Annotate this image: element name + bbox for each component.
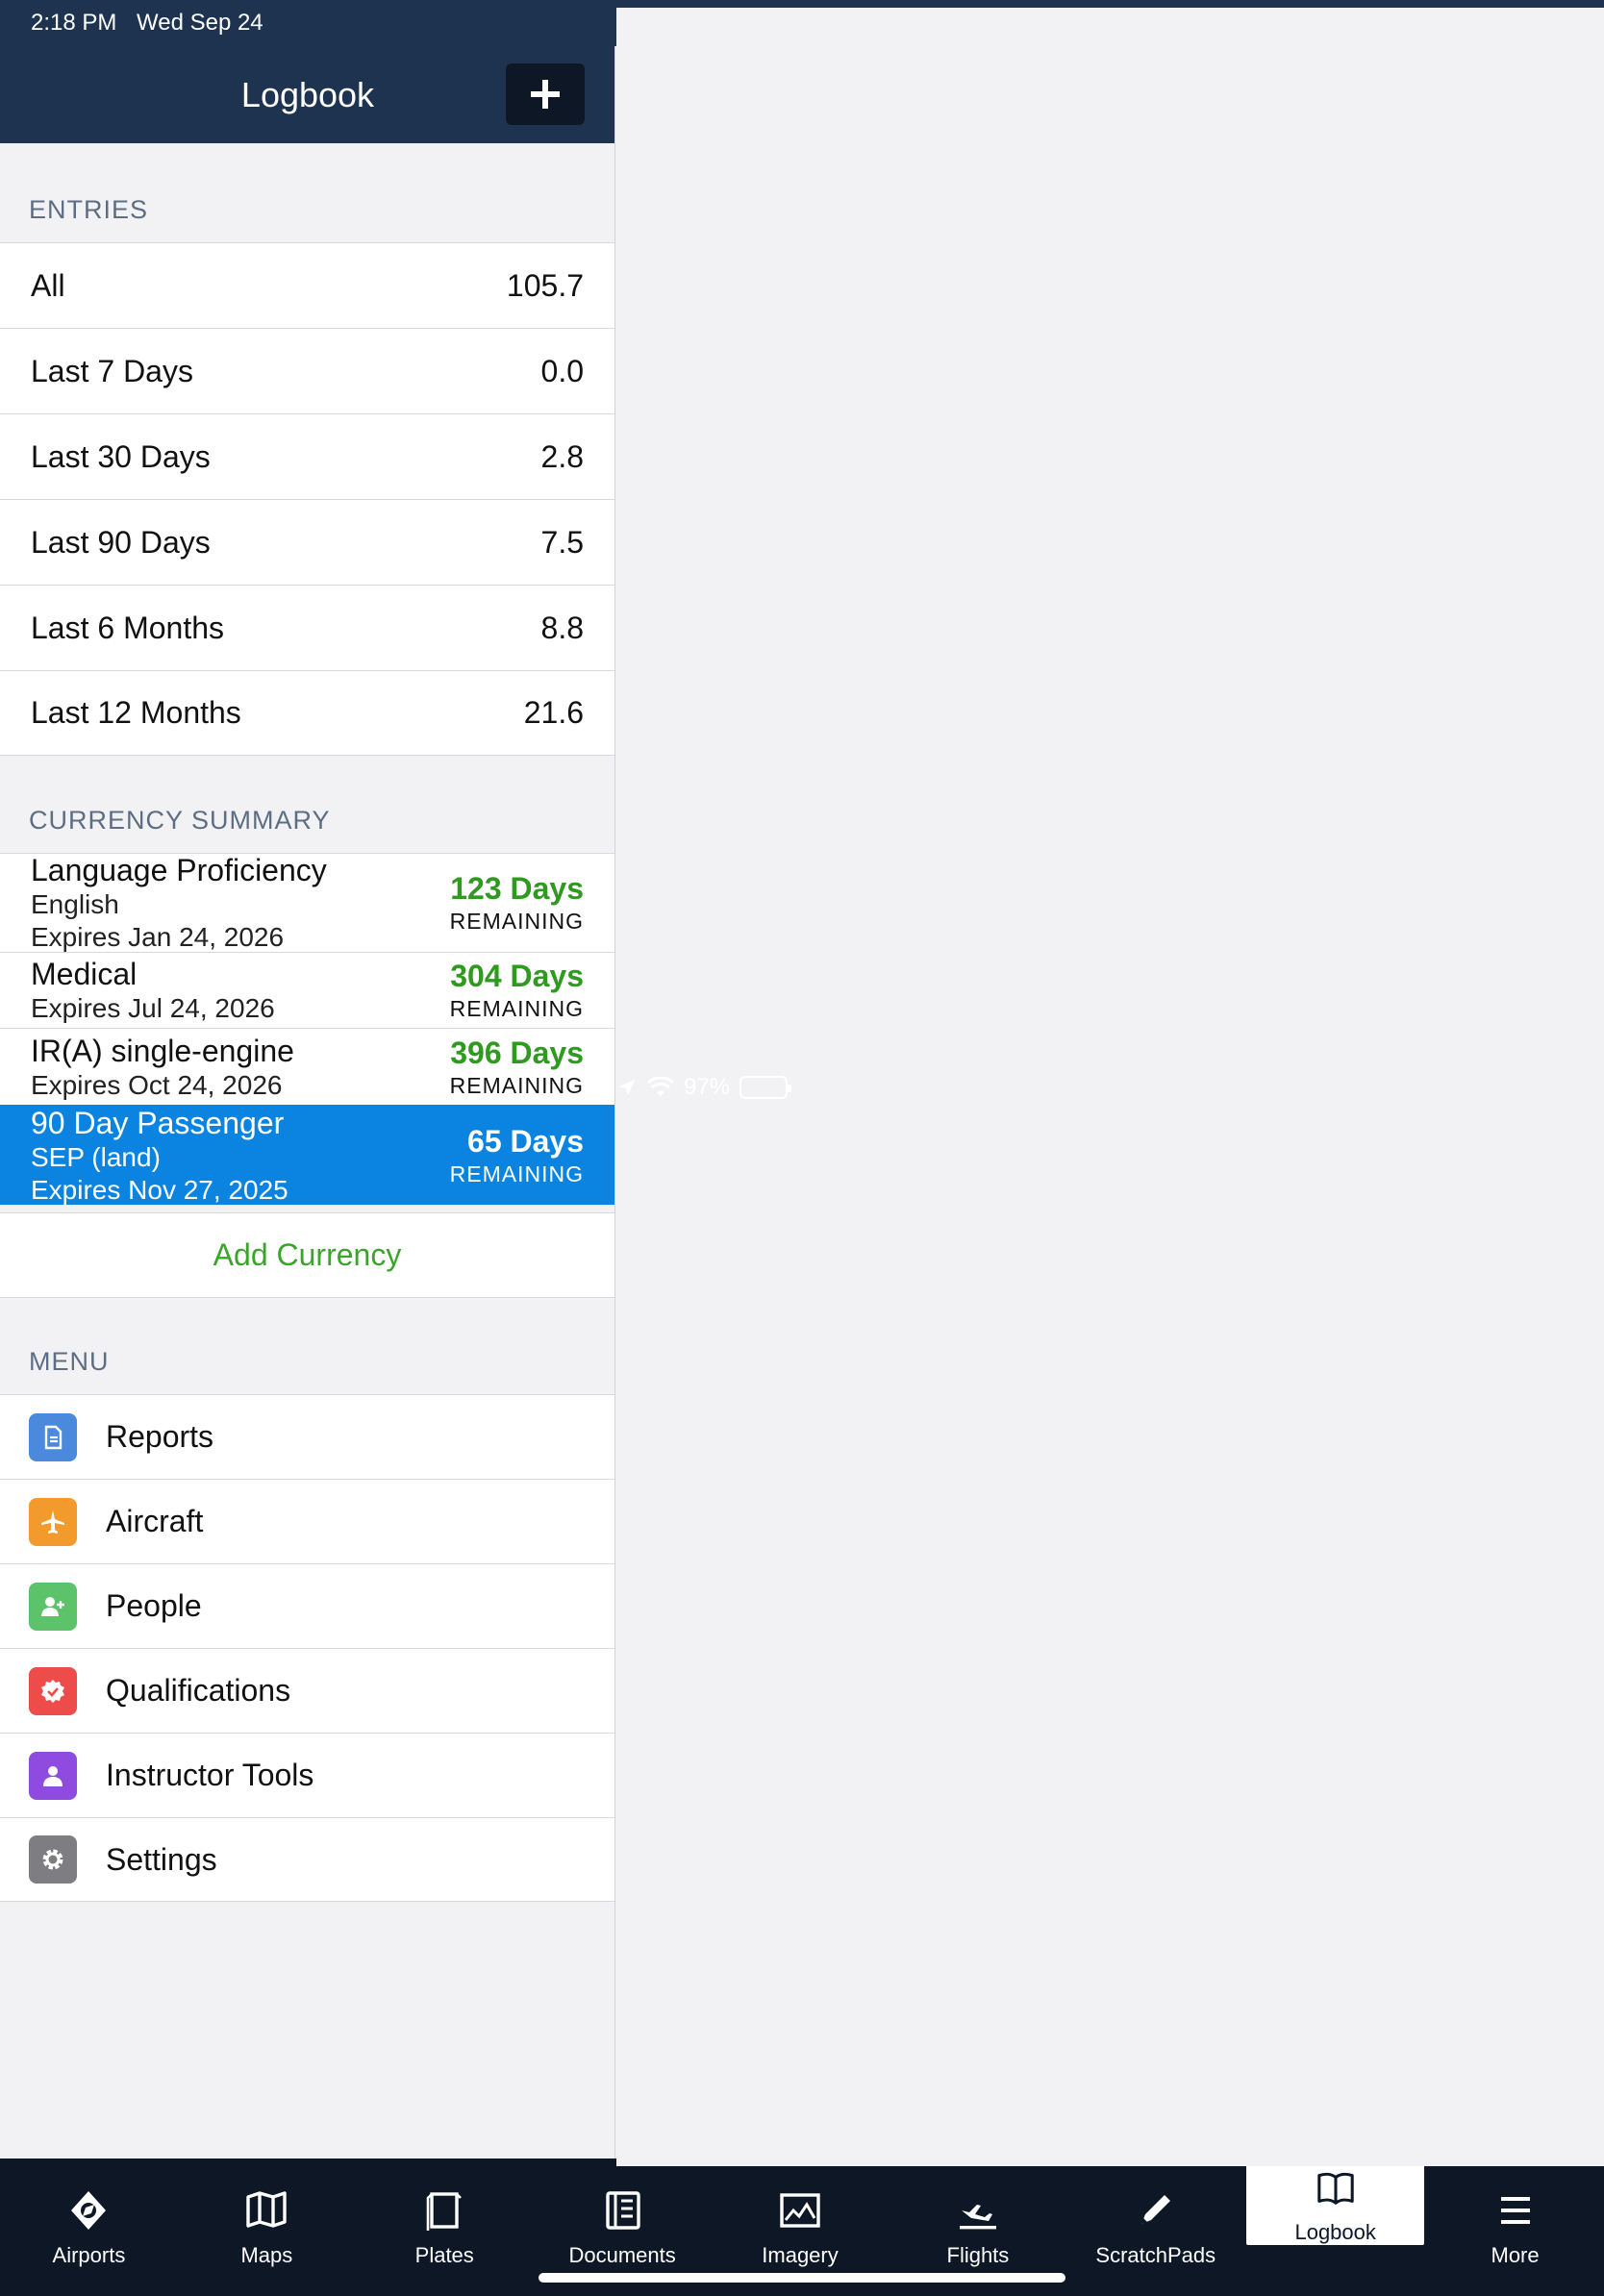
tab-scratchpads[interactable] <box>1066 2159 1244 2296</box>
battery-percent: 97% <box>684 1073 731 1100</box>
documents-icon <box>600 2189 644 2232</box>
menu-item-qualifications[interactable] <box>0 1648 614 1733</box>
entries-row-label: All <box>31 267 65 303</box>
currency-sub: SEP (land) <box>31 1141 161 1172</box>
plates-icon <box>422 2189 466 2232</box>
menu-item-label: Qualifications <box>106 1673 291 1708</box>
entries-row-last-30-days[interactable] <box>0 413 614 499</box>
menu-item-label: Reports <box>106 1419 214 1454</box>
currency-days: 65 Days <box>467 1123 584 1159</box>
menu-item-label: People <box>106 1588 202 1623</box>
entries-row-label: Last 12 Months <box>31 695 241 730</box>
currency-days: 123 Days <box>450 871 584 906</box>
menu-icon <box>1493 2189 1538 2232</box>
menu-item-instructor-tools[interactable] <box>0 1733 614 1817</box>
currency-list <box>0 853 614 1205</box>
tab-more[interactable] <box>1426 2159 1604 2296</box>
currency-expires: Expires Oct 24, 2026 <box>31 1069 283 1100</box>
entries-row-label: Last 7 Days <box>31 353 193 388</box>
menu-item-label: Instructor Tools <box>106 1758 314 1792</box>
currency-item-90-day-passenger[interactable] <box>0 1105 614 1205</box>
menu-item-aircraft[interactable] <box>0 1479 614 1563</box>
entries-row-label: Last 30 Days <box>31 438 211 474</box>
entries-row-label: Last 6 Months <box>31 610 224 645</box>
badge-check-icon <box>29 1667 77 1715</box>
tab-label: Documents <box>568 2243 676 2267</box>
currency-name: IR(A) single-engine <box>31 1033 294 1068</box>
menu-item-label: Settings <box>106 1841 217 1877</box>
tab-label: Airports <box>52 2243 126 2267</box>
battery-icon <box>739 1076 788 1099</box>
add-currency-button[interactable]: Add Currency <box>0 1212 614 1298</box>
entries-row-all[interactable] <box>0 242 614 328</box>
entries-row-value: 21.6 <box>523 695 584 730</box>
currency-summary-label: CURRENCY SUMMARY <box>29 806 331 835</box>
book-icon <box>1314 2168 1358 2209</box>
gear-icon <box>29 1835 77 1884</box>
entries-section-label: ENTRIES <box>29 195 149 224</box>
compass-icon <box>66 2189 111 2232</box>
instructor-icon <box>29 1752 77 1800</box>
flights-icon <box>956 2189 1000 2232</box>
tab-label: Logbook <box>1294 2220 1376 2244</box>
currency-name: Language Proficiency <box>31 853 327 887</box>
currency-expires: Expires Nov 27, 2025 <box>31 1174 288 1205</box>
currency-name: Medical <box>31 957 138 991</box>
tab-maps[interactable] <box>178 2159 356 2296</box>
currency-sub: English <box>31 889 119 919</box>
entries-row-value: 105.7 <box>506 267 584 303</box>
person-add-icon <box>29 1583 77 1631</box>
entries-row-last-7-days[interactable] <box>0 328 614 413</box>
entries-row-value: 2.8 <box>540 438 584 474</box>
entries-row-value: 0.0 <box>540 353 584 388</box>
tab-label: Flights <box>946 2243 1010 2267</box>
status-date: Wed Sep 24 <box>137 10 263 36</box>
currency-expires: Expires Jan 24, 2026 <box>31 922 285 952</box>
menu-list <box>0 1394 614 1902</box>
currency-remaining: REMAINING <box>449 1160 584 1186</box>
currency-name: 90 Day Passenger <box>31 1105 285 1140</box>
entries-row-last-12-months[interactable] <box>0 670 614 756</box>
menu-item-settings[interactable] <box>0 1817 614 1902</box>
sidebar-title: Logbook <box>240 75 375 114</box>
entries-row-label: Last 90 Days <box>31 524 211 560</box>
currency-item-ir-single-engine[interactable] <box>0 1028 614 1105</box>
pencil-icon <box>1134 2189 1178 2232</box>
wifi-icon <box>647 1077 674 1098</box>
menu-item-label: Aircraft <box>106 1504 204 1538</box>
entries-row-value: 7.5 <box>540 524 584 560</box>
currency-remaining: REMAINING <box>449 909 584 934</box>
location-icon <box>616 1077 638 1098</box>
currency-days: 304 Days <box>450 959 584 993</box>
currency-item-language-proficiency[interactable] <box>0 853 614 952</box>
currency-item-medical[interactable] <box>0 952 614 1028</box>
menu-item-reports[interactable] <box>0 1394 614 1479</box>
imagery-icon <box>778 2189 822 2232</box>
entries-row-value: 8.8 <box>540 610 584 645</box>
tab-label: Imagery <box>762 2243 839 2267</box>
add-entry-button[interactable] <box>506 63 585 125</box>
currency-expires: Expires Jul 24, 2026 <box>31 993 275 1023</box>
tab-label: Plates <box>414 2243 474 2267</box>
currency-days: 396 Days <box>450 1035 584 1070</box>
plus-icon <box>529 78 562 111</box>
airplane-icon <box>29 1498 77 1546</box>
tab-label: Maps <box>240 2243 293 2267</box>
tab-label: More <box>1491 2243 1540 2267</box>
tab-airports[interactable] <box>0 2159 178 2296</box>
document-icon <box>29 1413 77 1461</box>
currency-remaining: REMAINING <box>449 1072 584 1098</box>
entries-row-last-90-days[interactable] <box>0 499 614 585</box>
tab-plates[interactable] <box>356 2159 534 2296</box>
currency-remaining: REMAINING <box>449 996 584 1021</box>
tab-logbook[interactable] <box>1246 2162 1424 2245</box>
entries-list <box>0 242 614 756</box>
map-icon <box>244 2189 288 2232</box>
home-indicator[interactable] <box>539 2273 1065 2283</box>
menu-item-people[interactable] <box>0 1563 614 1648</box>
menu-section-label: MENU <box>29 1347 110 1376</box>
logbook-sidebar <box>0 0 615 2159</box>
tab-label: ScratchPads <box>1095 2243 1216 2267</box>
entries-row-last-6-months[interactable] <box>0 585 614 670</box>
status-time: 2:18 PM <box>31 10 117 36</box>
